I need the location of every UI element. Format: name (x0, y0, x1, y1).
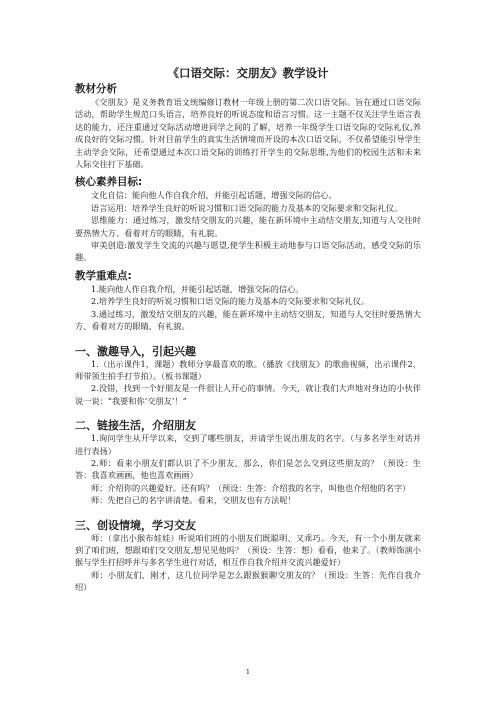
paragraph: 师：小朋友们，刚才，这几位同学是怎么跟猴猴聊交朋友的？（预设：生答：先作自我介绍） (75, 569, 421, 593)
paragraph: 1.询问学生从开学以来，交到了哪些朋友，并请学生说出朋友的名字。（与多名学生对话并进行表扬） (75, 433, 421, 456)
paragraph: 审美创造:激发学生交流的兴趣与愿望,使学生积极主动地参与口语交际活动，感受交际的乐趣。 (75, 240, 421, 263)
paragraph: 2.培养学生良好的听说习惯和口语交际的能力及基本的交际要求和交际礼仪。 (91, 296, 370, 307)
paragraph: 《交朋友》是义务教育语文统编修订教材一年级上册的第二次口语交际。旨在通过口语交际活动，帮助学生规范口头语言，培养良好的听说态度和语言习惯。这一主题不仅关注学生语言表达的能力，还注重通过交际活动增进同学之间的了解，培养一年级学生口语交际的交际礼仪,养成良好的交际习惯。针对目前学生的真实生活情境而开设的本次口语交际，不仅希望能引导学生主动学会交际，还希望通过本次口语交际的训练打开学生的交际思维,为他们的校园生活和未来人际交往打下基础。 (75, 97, 421, 170)
section-heading: 核心素养目标: (75, 176, 143, 189)
paragraph: 文化自信：能向他人作自我介绍，并能引起话题，增强交际的信心。 (91, 190, 337, 201)
paragraph: 师：（拿出小猴布娃娃）听说咱们班的小朋友们既聪明、又乖巧。今天，有一个小朋友就来到了咱们班，想跟咱们交交朋友,想见见他吗？（预设：生答：想）看看，他来了。（教师饰演小猴与学生打招呼并与多名学生进行对话，相互作自我介绍并交流兴趣爱好） (75, 532, 421, 568)
paragraph: 2.师：看来小朋友们都认识了不少朋友，那么，你们是怎么交到这些朋友的？（预设：生答：我喜欢画画，他也喜欢画画） (75, 457, 421, 481)
paragraph: 1.能向他人作自我介绍，并能引起话题，增强交际的信心。 (91, 283, 304, 294)
page-number: 1 (245, 668, 251, 676)
section-heading: 二、链接生活，介绍朋友 (75, 419, 196, 433)
section-heading: 三、创设情境，学习交友 (75, 518, 196, 532)
paragraph: 思维能力：通过练习，激发结交朋友的兴趣，能在新环境中主动结交朋友,知道与人交往时要热情大方、看着对方的眼睛，有礼貌。 (75, 215, 421, 238)
paragraph: 1.（出示课件1，课题）教师分享最喜欢的歌。（播放《找朋友》的歌曲视频，出示课件2，师带领生拍手打节拍）。（板书课题） (75, 358, 421, 381)
section-heading: 一、激趣导入，引起兴趣 (75, 344, 196, 358)
section-spacer (75, 507, 421, 513)
paragraph: 师：先把自己的名字讲清楚。看来，交朋友也有方法呢！ (91, 495, 296, 506)
paragraph: 3.通过练习，激发结交朋友的兴趣，能在新环境中主动结交朋友，知道与人交往时要热情大方、看着对方的眼睛，有礼貌。 (75, 308, 421, 332)
section-heading: 教学重难点: (75, 269, 132, 282)
section-spacer (75, 407, 421, 413)
document-body (75, 66, 421, 594)
section-spacer (75, 333, 421, 339)
paragraph: 2.没错，找到一个好朋友是一件很让人开心的事情。今天，就让我们大声地对身边的小伙伴说一说：“我要和你‘交朋友’！” (75, 383, 421, 406)
paragraph: 师：介绍你的兴趣爱好。还有吗？（预设：生答：介绍我的名字，叫他也介绍他的名字） (91, 482, 411, 493)
paragraph: 语言运用：培养学生良好的听说习惯和口语交际的能力及基本的交际要求和交际礼仪。 (91, 202, 403, 213)
document-title: 《口语交际：交朋友》教学设计 (167, 66, 329, 80)
section-heading: 教材分析 (75, 83, 117, 95)
